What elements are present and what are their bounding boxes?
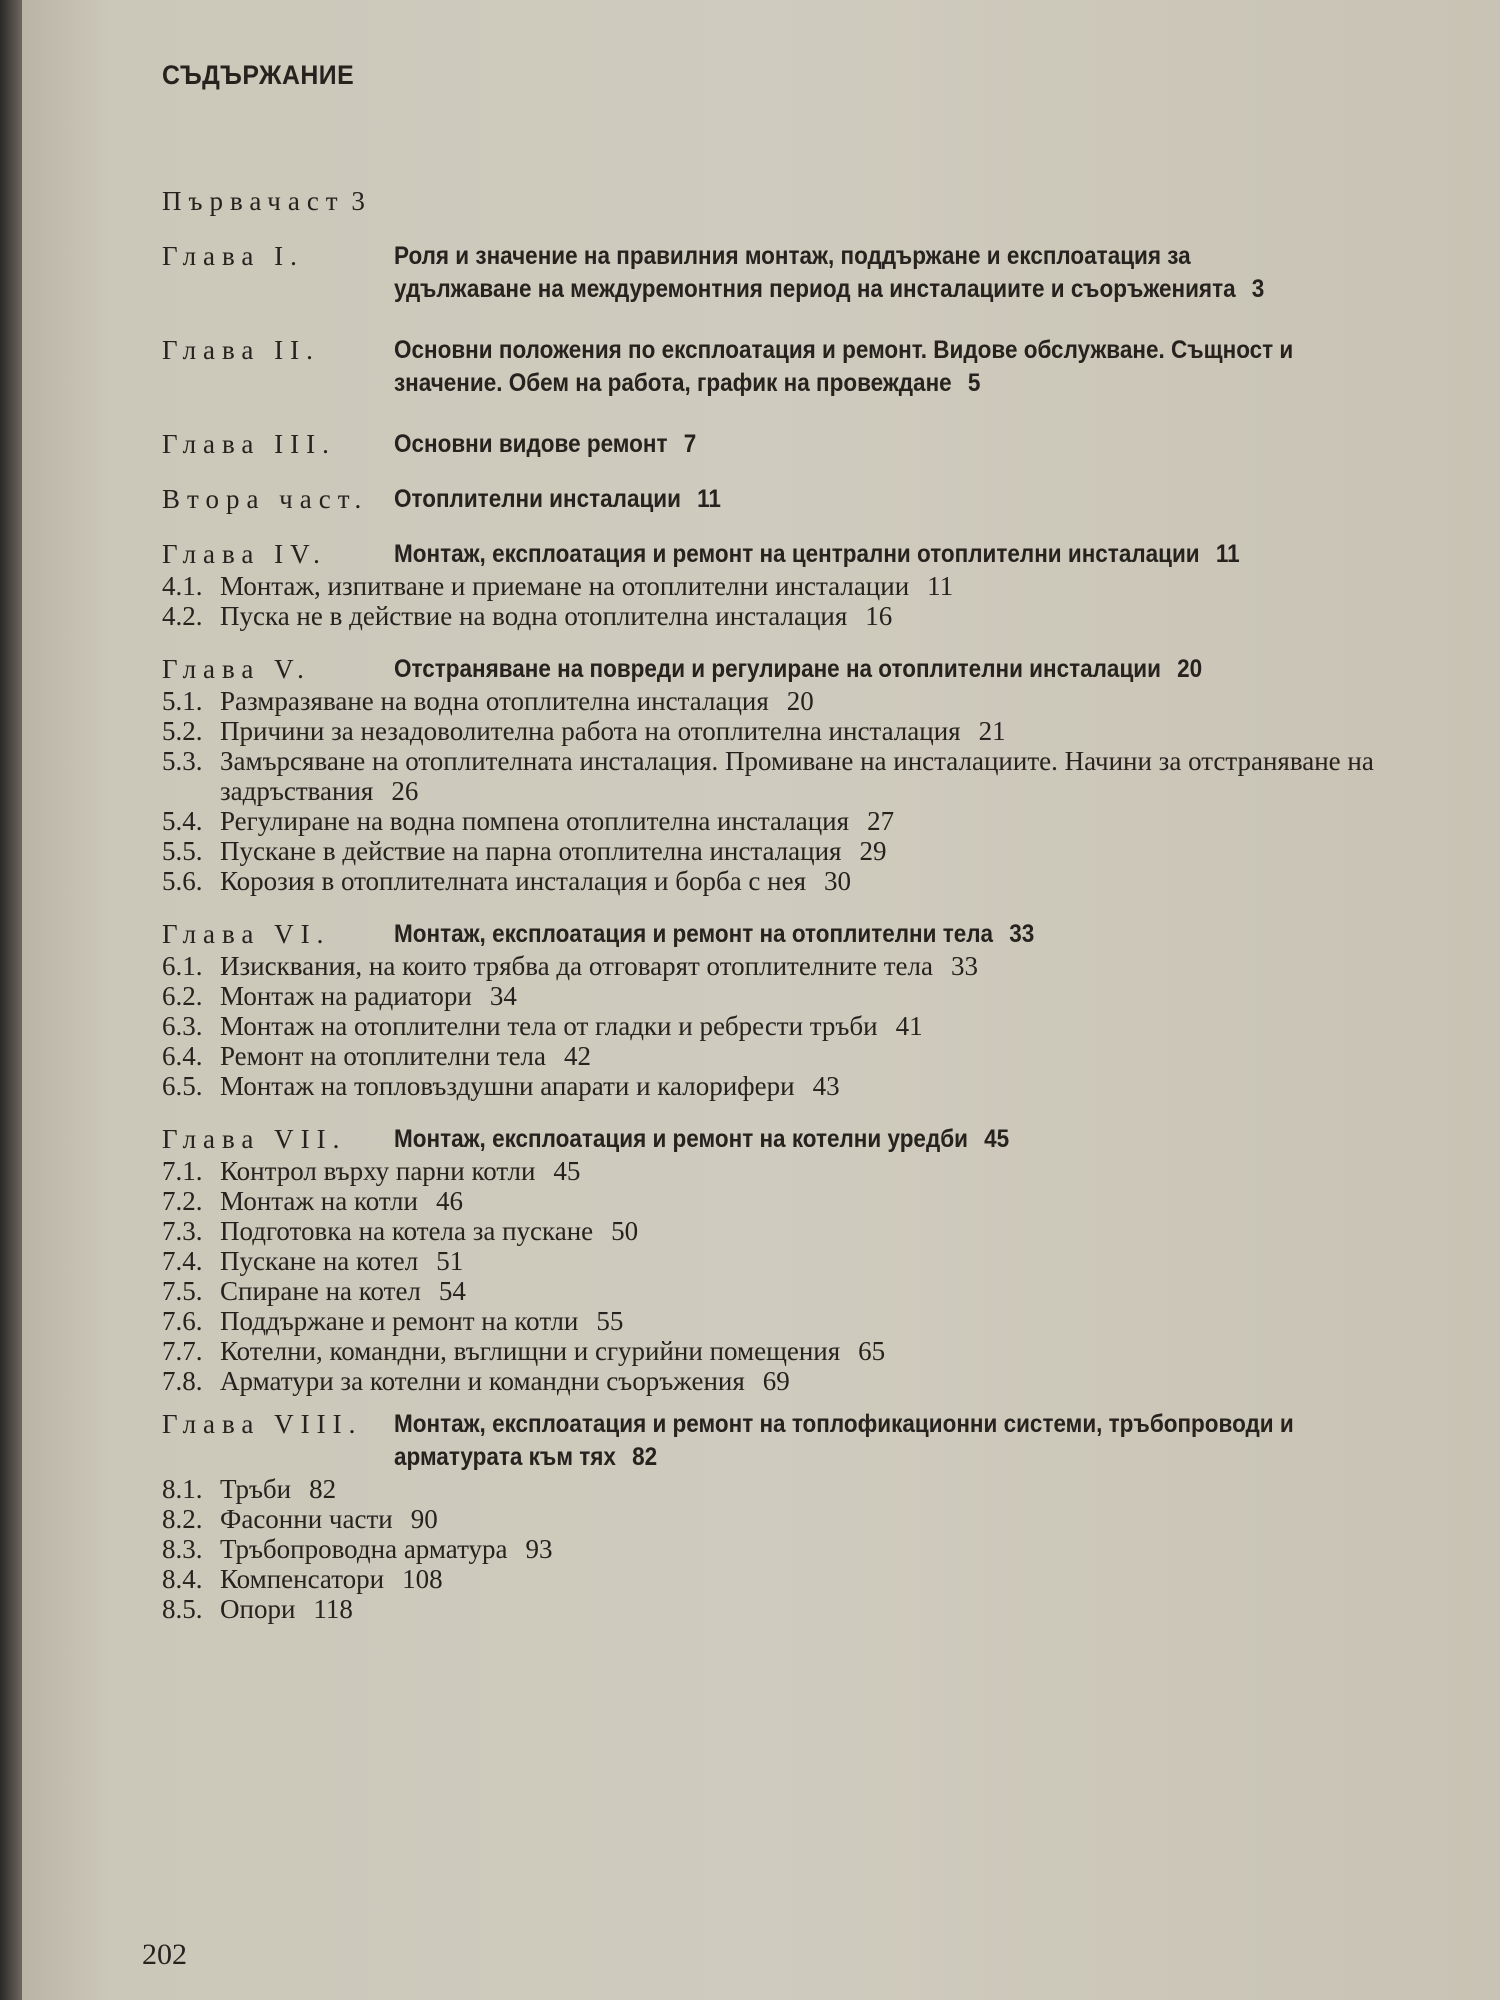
chapter-4: Глава IV. Монтаж, експлоатация и ремонт на централни отоплителни инсталации 11 <box>162 539 1240 569</box>
toc-item: 7.2. Монтаж на котли 46 <box>162 1186 463 1216</box>
toc-item: 7.8. Арматури за котелни и командни съоръжения 69 <box>162 1366 790 1396</box>
toc-item: 7.4. Пускане на котел 51 <box>162 1246 464 1276</box>
toc-item: 5.4. Регулиране на водна помпена отоплителна инсталация 27 <box>162 806 895 836</box>
chapter-3: Глава III. Основни видове ремонт 7 <box>162 429 697 459</box>
toc-item: 8.2. Фасонни части 90 <box>162 1504 438 1534</box>
toc-item: 6.4. Ремонт на отоплителни тела 42 <box>162 1041 592 1071</box>
page-number: 202 <box>142 1938 187 1971</box>
book-binding-edge <box>0 0 22 2000</box>
toc-item: 5.2. Причини за незадоволителна работа на отоплителна инсталация 21 <box>162 716 1006 746</box>
book-page <box>22 0 1500 2000</box>
toc-item: 7.1. Контрол върху парни котли 45 <box>162 1156 581 1186</box>
toc-item: 7.5. Спиране на котел 54 <box>162 1276 466 1306</box>
toc-item: 7.6. Поддържане и ремонт на котли 55 <box>162 1306 624 1336</box>
chapter-6: Глава VI. Монтаж, експлоатация и ремонт на отоплителни тела 33 <box>162 919 1035 949</box>
chapter-5: Глава V. Отстраняване на повреди и регулиране на отоплителни инсталации 20 <box>162 654 1203 684</box>
toc-item: 4.2. Пуска не в действие на водна отоплителна инсталация 16 <box>162 601 893 631</box>
toc-item: 8.1. Тръби 82 <box>162 1474 337 1504</box>
chapter-8: Глава VIII. Монтаж, експлоатация и ремонт на топлофикационни системи, тръбопроводи и арматурата към тях 82 <box>162 1409 1294 1471</box>
toc-item: 6.3. Монтаж на отоплителни тела от гладки и ребрести тръби 41 <box>162 1011 923 1041</box>
toc-item: 5.6. Корозия в отоплителната инсталация и борба с нея 30 <box>162 866 852 896</box>
chapter-2: Глава II. Основни положения по експлоатация и ремонт. Видове обслужване. Същност и значение. Обем на работа, график на провеждане 5 <box>162 335 1294 397</box>
toc-item: 7.3. Подготовка на котела за пускане 50 <box>162 1216 639 1246</box>
toc-item: 4.1. Монтаж, изпитване и приемане на отоплителни инсталации 11 <box>162 571 954 601</box>
toc-item: 5.3. Замърсяване на отоплителната инсталация. Промиване на инсталациите. Начини за отстраняване на задръствания 26 <box>162 746 1374 806</box>
toc-item: 7.7. Котелни, командни, въглищни и сгурийни помещения 65 <box>162 1336 886 1366</box>
table-of-contents <box>162 185 1412 1624</box>
toc-item: 5.1. Размразяване на водна отоплителна инсталация 20 <box>162 686 814 716</box>
part-1-heading: Първачаст 3 <box>162 186 365 216</box>
toc-item: 8.4. Компенсатори 108 <box>162 1564 443 1594</box>
toc-item: 6.5. Монтаж на топловъздушни апарати и калорифери 43 <box>162 1071 840 1101</box>
page-title: СЪДЪРЖАНИЕ <box>162 60 355 90</box>
toc-item: 6.2. Монтаж на радиатори 34 <box>162 981 517 1011</box>
part-2-heading: Втора част. Отоплителни инсталации 11 <box>162 484 721 514</box>
toc-item: 8.5. Опори 118 <box>162 1594 353 1624</box>
toc-item: 8.3. Тръбопроводна арматура 93 <box>162 1534 553 1564</box>
toc-item: 6.1. Изисквания, на които трябва да отговарят отоплителните тела 33 <box>162 951 978 981</box>
chapter-1: Глава I. Роля и значение на правилния монтаж, поддържане и експлоатация за удължаване на междуремонтния период на инсталациите и съоръженията 3 <box>162 241 1265 303</box>
toc-item: 5.5. Пускане в действие на парна отоплителна инсталация 29 <box>162 836 887 866</box>
chapter-7: Глава VII. Монтаж, експлоатация и ремонт на котелни уредби 45 <box>162 1124 1010 1154</box>
